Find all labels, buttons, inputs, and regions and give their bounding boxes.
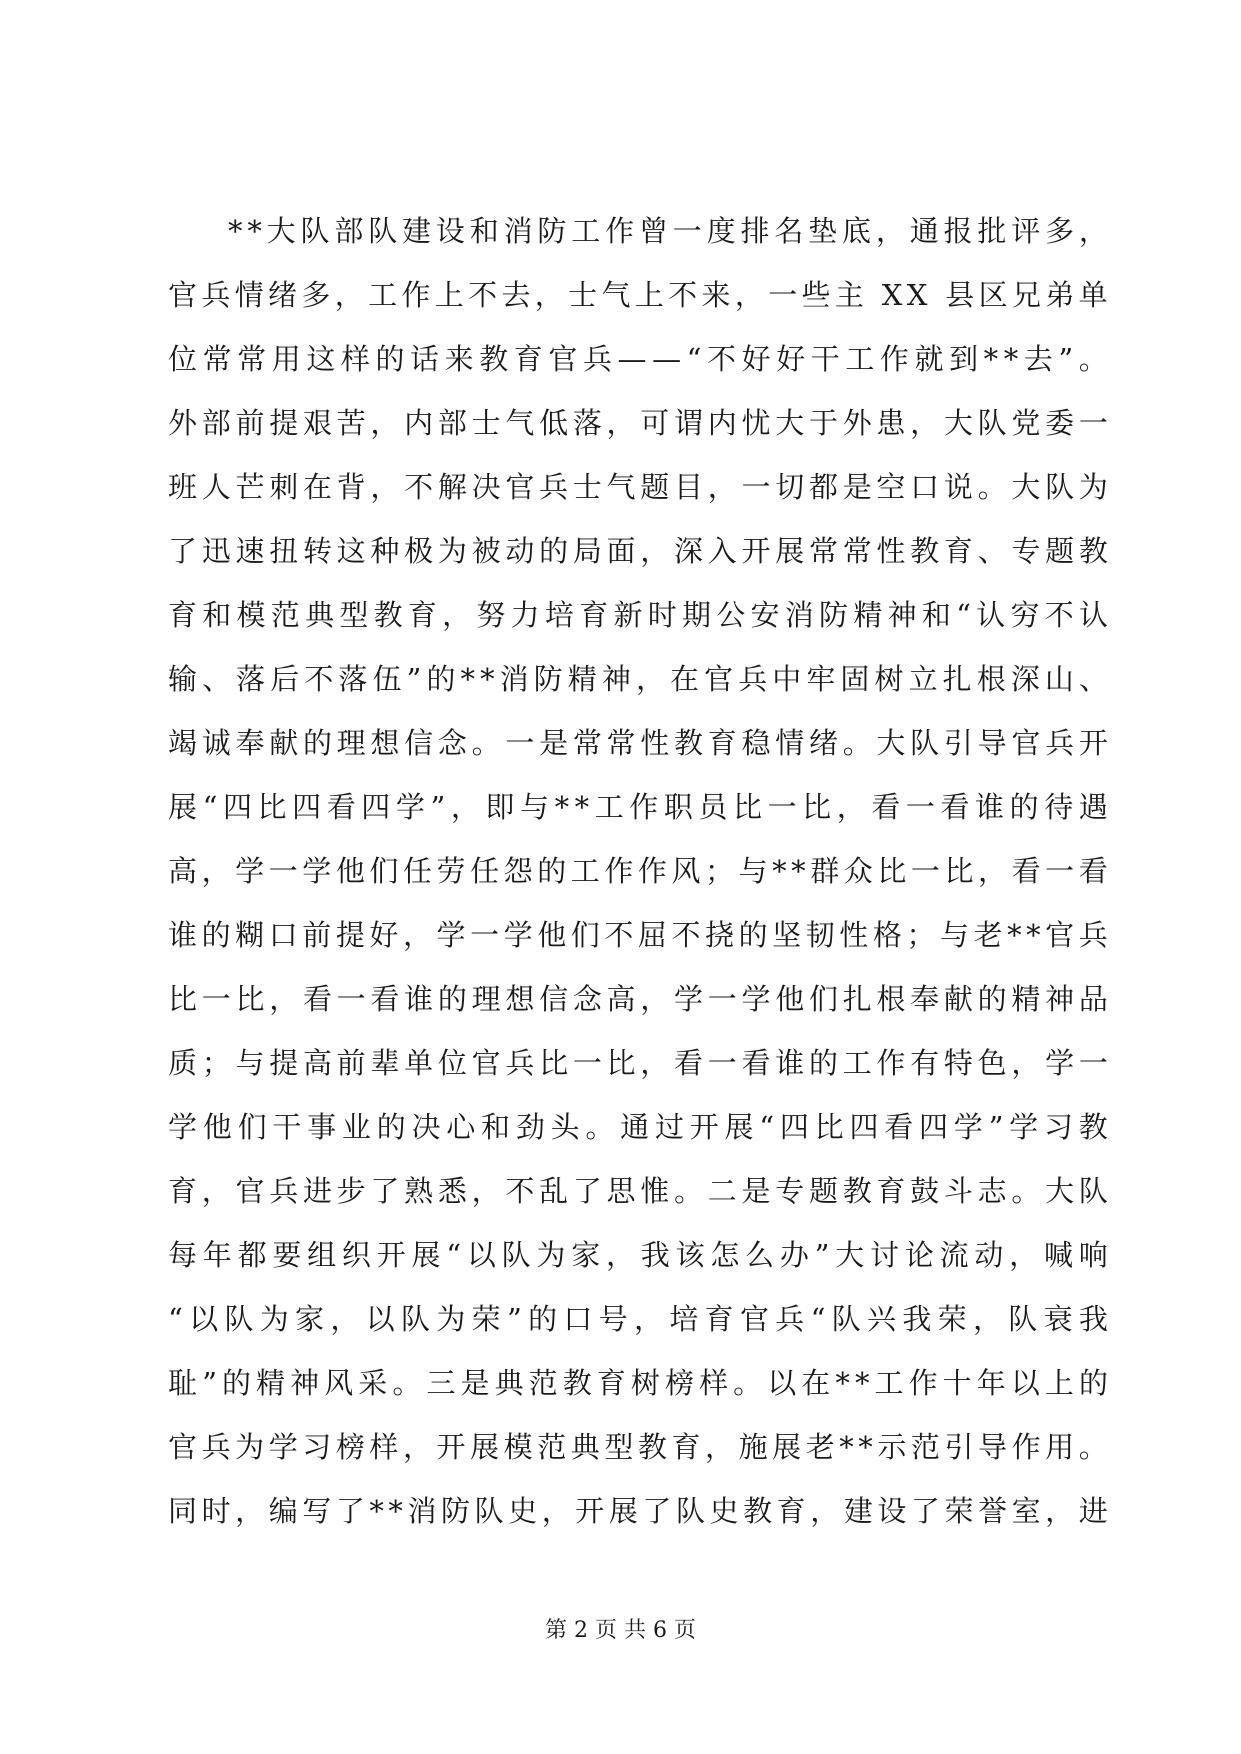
text-line: 了 迅 速 扭 转 这 种 极 为 被 动 的 局 面 ， 深 入 开 展 常 常 性 教 育 、 专 题 教 [168,534,1108,568]
text-line: 育 和 模 范 典 型 教 育 ， 努 力 培 育 新 时 期 公 安 消 防 精 神 和 “ 认 穷 不 认 [168,598,1108,632]
text-line: 育 ， 官 兵 进 步 了 熟 悉 ， 不 乱 了 思 惟 。 二 是 专 题 教 育 鼓 斗 志 。 大 队 [168,1174,1108,1208]
text-line: 耻 ” 的 精 神 风 采 。 三 是 典 范 教 育 树 榜 样 。 以 在 * * 工 作 十 年 以 上 的 [168,1366,1108,1400]
text-line: 高 ， 学 一 学 他 们 任 劳 任 怨 的 工 作 作 风 ； 与 * * 群 众 比 一 比 ， 看 一 看 [168,854,1108,888]
text-line: 班 人 芒 刺 在 背 ， 不 解 决 官 兵 士 气 题 目 ， 一 切 都 是 空 口 说 。 大 队 为 [168,470,1108,504]
text-line: 官 兵 情 绪 多 ， 工 作 上 不 去 ， 士 气 上 不 来 ， 一 些 主 X X 县 区 兄 弟 单 [168,278,1108,312]
text-line: 同 时 ， 编 写 了 * * 消 防 队 史 ， 开 展 了 队 史 教 育 ， 建 设 了 荣 誉 室 ， 进 [168,1494,1108,1528]
text-line: 质 ； 与 提 高 前 辈 单 位 官 兵 比 一 比 ， 看 一 看 谁 的 工 作 有 特 色 ， 学 一 [168,1046,1108,1080]
text-line: 官 兵 为 学 习 榜 样 ， 开 展 模 范 典 型 教 育 ， 施 展 老 * * 示 范 引 导 作 用 。 [168,1430,1108,1464]
text-line: 输 、 落 后 不 落 伍 ” 的 * * 消 防 精 神 ， 在 官 兵 中 牢 固 树 立 扎 根 深 山 、 [168,662,1108,696]
text-line: * * 大 队 部 队 建 设 和 消 防 工 作 曾 一 度 排 名 垫 底 ， 通 报 批 评 多 ， [228,214,1108,248]
text-line: 外 部 前 提 艰 苦 ， 内 部 士 气 低 落 ， 可 谓 内 忧 大 于 外 患 ， 大 队 党 委 一 [168,406,1108,440]
text-line: “ 以 队 为 家 ， 以 队 为 荣 ” 的 口 号 ， 培 育 官 兵 “ 队 兴 我 荣 ， 队 衰 我 [168,1302,1108,1336]
text-line: 学 他 们 干 事 业 的 决 心 和 劲 头 。 通 过 开 展 “ 四 比 四 看 四 学 ” 学 习 教 [168,1110,1108,1144]
body-paragraph [168,199,1108,1543]
text-line: 比 一 比 ， 看 一 看 谁 的 理 想 信 念 高 ， 学 一 学 他 们 扎 根 奉 献 的 精 神 品 [168,982,1108,1016]
page-footer: 第 2 页 共 6 页 [545,1618,696,1643]
text-line: 位 常 常 用 这 样 的 话 来 教 育 官 兵 — — “ 不 好 好 干 工 作 就 到 * * 去 ” 。 [168,342,1108,376]
text-line: 谁 的 糊 口 前 提 好 ， 学 一 学 他 们 不 屈 不 挠 的 坚 韧 性 格 ； 与 老 * * 官 兵 [168,918,1108,952]
text-line: 竭 诚 奉 献 的 理 想 信 念 。 一 是 常 常 性 教 育 稳 情 绪 。 大 队 引 导 官 兵 开 [168,726,1108,760]
text-line: 每 年 都 要 组 织 开 展 “ 以 队 为 家 ， 我 该 怎 么 办 ” 大 讨 论 流 动 ， 喊 响 [168,1238,1108,1272]
text-line: 展 “ 四 比 四 看 四 学 ” ， 即 与 * * 工 作 职 员 比 一 比 ， 看 一 看 谁 的 待 遇 [168,790,1108,824]
